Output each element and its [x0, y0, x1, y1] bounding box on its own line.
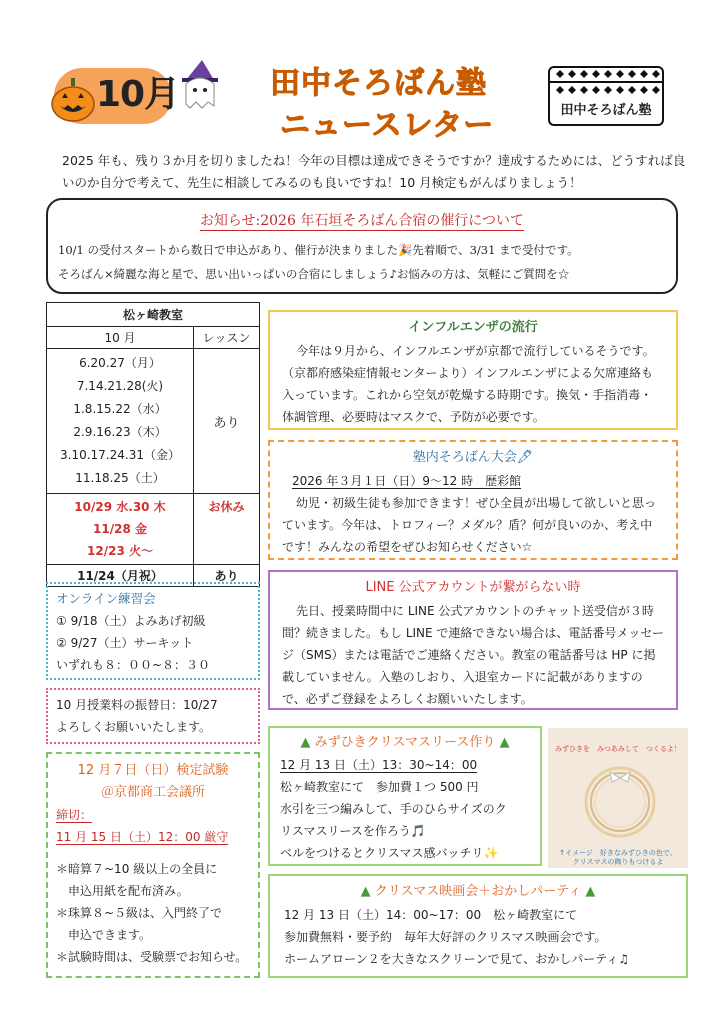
- exam-note2b: 申込できます。: [68, 928, 152, 942]
- contest-box: [268, 440, 678, 560]
- online-item1: ① 9/18（土）よみあげ初級: [56, 614, 206, 628]
- online-title: オンライン練習会: [56, 591, 156, 606]
- tree-icon: ▲: [499, 735, 510, 750]
- notice-body: [58, 238, 673, 286]
- col-lesson-header: レッスン: [194, 327, 260, 349]
- wreath-line1: 松ヶ崎教室にて 参加費１つ 500 円: [280, 780, 479, 794]
- notice-line2: そろばん×綺麗な海と星で、思い出いっぱいの合宿にしましょう♪お悩みの方は、気軽にご質問を☆: [58, 267, 570, 281]
- off-day: 11/28 金: [93, 522, 147, 536]
- movie-line2: 参加費無料・要予約 毎年大好評のクリスマス映画会です。: [284, 930, 607, 944]
- schedule-table: [46, 302, 260, 587]
- deadline-label: 締切：: [56, 808, 93, 822]
- classroom-name: 松ヶ崎教室: [47, 303, 260, 327]
- deadline-value: 11 月 15 日（土）12：00 厳守: [56, 830, 229, 844]
- wreath-line4: ベルをつけるとクリスマス感バッチリ✨: [280, 846, 499, 860]
- lesson-day: 7.14.21.28(火): [76, 379, 164, 393]
- intro-text: 2025 年も、残り３か月を切りましたね！今年の目標は達成できそうですか？達成するためには、どうすれば良いのか自分で考えて、先生に相談してみるのも良いですね！10 月検定もがんばりましょう！: [62, 153, 686, 190]
- exam-note1a: ＊暗算７~10 級以上の全員に: [56, 862, 218, 876]
- makeup-line1: 10 月授業料の振替日：10/27: [56, 698, 218, 712]
- lesson-day: 1.8.15.22（水）: [73, 402, 167, 416]
- notice-title-text: お知らせ:2026 年石垣そろばん合宿の催行について: [199, 213, 525, 229]
- flu-title: インフルエンザの流行: [408, 320, 538, 335]
- notice-box: [46, 198, 678, 294]
- online-practice-box: [46, 582, 260, 680]
- photo-caption-top: みずひきを みつあみして つくるよ！: [555, 745, 681, 753]
- wreath-date: 12 月 13 日（土）13：30~14：00: [280, 758, 478, 772]
- photo-caption-bottom2: クリスマスの飾りもつけるよ: [572, 858, 664, 866]
- wreath-title: [280, 732, 530, 754]
- lesson-day: 2.9.16.23（木）: [73, 425, 167, 439]
- off-value: お休み: [194, 494, 260, 565]
- contest-title: 塾内そろばん大会🖊: [412, 450, 534, 465]
- wreath-line2: 水引を三つ編みして、手のひらサイズのク: [280, 802, 507, 816]
- off-day: 10/29 水.30 木: [74, 500, 166, 514]
- line-body: 先日、授業時間中に LINE 公式アカウントのチャット送受信が３時間？続きました。もし LINE で連絡できない場合は、電話番号メッセージ（SMS）または電話でご連絡ください。教室の電話番号は HP に掲載していません。入塾のしおり、入退室カードに記載がありますので、必ずご登録をよろしくお願いいたします。: [282, 604, 664, 706]
- lesson-day: 11.18.25（土）: [75, 471, 165, 485]
- photo-caption-bottom1: ↑イメージ 好きなみずひきの色で、: [559, 849, 677, 857]
- logo: [548, 66, 664, 126]
- exam-note2a: ＊珠算８~５級は、入門終了で: [56, 906, 223, 920]
- off-day: 12/23 火～: [87, 544, 153, 558]
- wreath-line3: リスマスリースを作ろう🎵: [280, 824, 426, 838]
- contest-date: 2026 年３月１日（日）9～12 時 歴彩館: [292, 474, 522, 488]
- makeup-line2: よろしくお願いいたします。: [56, 720, 212, 734]
- line-account-box: [268, 570, 678, 710]
- lesson-value: あり: [194, 349, 260, 494]
- exam-title: 12 月７日（日）検定試験: [77, 763, 229, 778]
- month-label: 10月: [96, 74, 180, 115]
- holiday-value: あり: [194, 565, 260, 587]
- tree-icon: ▲: [360, 884, 371, 899]
- wreath-title-text: みずひきクリスマスリース作り: [314, 735, 496, 750]
- wreath-illustration: [548, 728, 688, 868]
- exam-venue: ＠京都商工会議所: [100, 785, 205, 800]
- makeup-box: [46, 688, 260, 744]
- movie-title-text: クリスマス映画会＋おかしパーティ: [374, 884, 582, 899]
- col-month-header: 10 月: [47, 327, 194, 349]
- lesson-days-cell: [47, 349, 194, 494]
- pumpkin-icon: [50, 78, 96, 122]
- tree-icon: ▲: [585, 884, 596, 899]
- logo-text: 田中そろばん塾: [560, 103, 652, 118]
- flu-box: [268, 310, 678, 430]
- holiday-day: 11/24（月祝）: [47, 565, 194, 587]
- notice-title: [48, 210, 676, 230]
- tree-icon: ▲: [300, 735, 311, 750]
- notice-line1: 10/1 の受付スタートから数日で申込があり、催行が決まりました🎉先着順で、3/31 まで受付です。: [58, 243, 579, 257]
- exam-note1b: 申込用紙を配布済み。: [68, 884, 189, 898]
- newsletter-title-line1: 田中そろばん塾: [270, 66, 487, 101]
- movie-party-box: [268, 874, 688, 978]
- lesson-day: 3.10.17.24.31（金）: [60, 448, 180, 462]
- movie-line1: 12 月 13 日（土）14：00~17：00 松ヶ崎教室にて: [284, 908, 578, 922]
- lesson-day: 6.20.27（月）: [79, 356, 161, 370]
- ghost-icon: [176, 60, 224, 112]
- exam-box: [46, 752, 260, 978]
- movie-title: [284, 880, 672, 904]
- exam-note3: ＊試験時間は、受験票でお知らせ。: [56, 950, 248, 964]
- line-title: LINE 公式アカウントが繋がらない時: [365, 580, 581, 595]
- online-item2: ② 9/27（土）サーキット: [56, 636, 194, 650]
- movie-line3: ホームアローン２を大きなスクリーンで見て、おかしパーティ♫: [284, 952, 630, 966]
- newsletter-title-line2: ニュースレター: [280, 108, 495, 143]
- flu-body: 今年は９月から、インフルエンザが京都で流行しているそうです。（京都府感染症情報センターより）インフルエンザによる欠席連絡も入っています。これから空気が乾燥する時期です。換気・手指消毒・体調管理、必要時はマスクで、予防が必要です。: [282, 344, 655, 424]
- abacus-icon: [550, 68, 664, 98]
- wreath-workshop-box: [268, 726, 542, 866]
- wreath-photo: [548, 728, 688, 868]
- contest-body: 幼児・初級生徒も参加できます！ぜひ全員が出場して欲しいと思っています。今年は、トロフィー？メダル？盾？何が良いのか、考え中です！みんなの希望をぜひお知らせください☆: [282, 496, 657, 554]
- off-days-cell: [47, 494, 194, 565]
- online-time: いずれも８：００~８：３０: [56, 658, 211, 672]
